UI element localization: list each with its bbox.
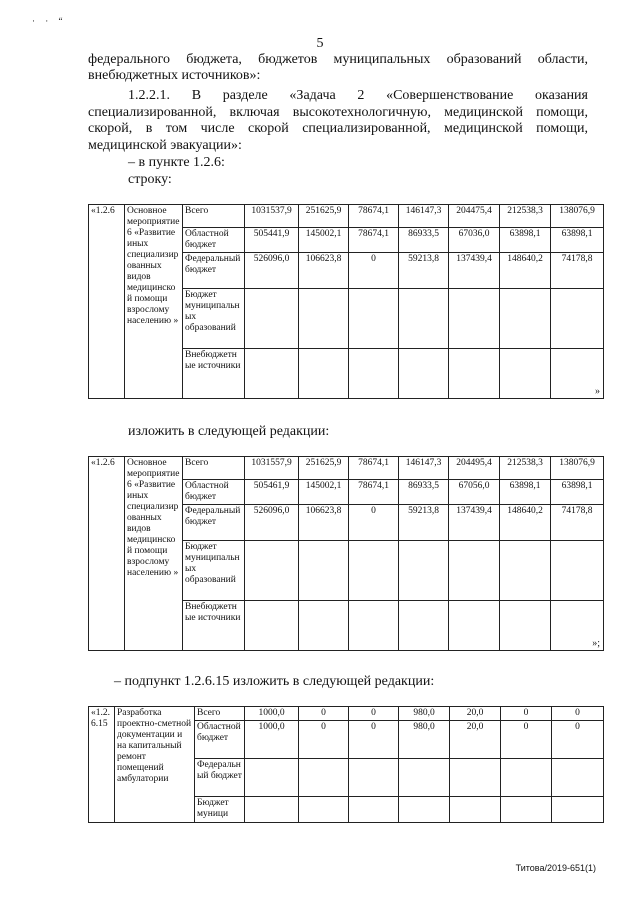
source-cell: Федеральный бюджет [183, 253, 245, 289]
value-cell: 63898,1 [500, 480, 551, 505]
measure-code: «1.2.6 [89, 205, 125, 399]
page-number: 5 [316, 36, 324, 51]
item-1-2-2-1: 1.2.2.1. В разделе «Задача 2 «Совершенствование оказания специализированной, включая высокотехнологичную, медицинской помощи, скорой, в том числе скорой специализированной, медицинской помощи, медицинской эвакуации»: [88, 88, 588, 153]
value-cell: 212538,3 [500, 205, 551, 228]
source-cell: Внебюджетные источники [183, 349, 245, 399]
value-cell: 74178,8 [551, 253, 604, 289]
value-cell: 20,0 [450, 721, 501, 759]
value-cell: 505461,9 [245, 480, 299, 505]
value-cell: 86933,5 [399, 480, 449, 505]
value-cell: 1000,0 [245, 721, 299, 759]
value-cell: 251625,9 [299, 205, 349, 228]
value-cell: 145002,1 [299, 228, 349, 253]
measure-name: Разработка проектно-сметной документации и на капитальный ремонт помещений амбулатории [115, 707, 195, 823]
closing-quote: »; [592, 638, 600, 649]
value-cell: 63898,1 [551, 480, 604, 505]
value-cell: 59213,8 [399, 505, 449, 541]
table-row [89, 457, 604, 480]
value-cell: 526096,0 [245, 253, 299, 289]
value-cell: 148640,2 [500, 505, 551, 541]
source-cell: Всего [195, 707, 245, 721]
value-cell: 137439,4 [449, 505, 500, 541]
value-cell: 137439,4 [449, 253, 500, 289]
label-row: строку: [128, 172, 172, 187]
value-cell: 63898,1 [551, 228, 604, 253]
value-cell: 74178,8 [551, 505, 604, 541]
value-cell: 204475,4 [449, 205, 500, 228]
value-cell: 78674,1 [349, 228, 399, 253]
source-cell: Федеральный бюджет [195, 759, 245, 797]
source-cell: Внебюджетные источники [183, 601, 245, 651]
value-cell: 212538,3 [500, 457, 551, 480]
measure-code: «1.2.6.15 [89, 707, 115, 823]
value-cell: 78674,1 [349, 480, 399, 505]
value-cell: 1031557,9 [245, 457, 299, 480]
value-cell: 146147,3 [399, 205, 449, 228]
value-cell: 0 [349, 707, 399, 721]
value-cell: 20,0 [450, 707, 501, 721]
value-cell: 526096,0 [245, 505, 299, 541]
value-cell: 0 [501, 721, 552, 759]
source-cell: Областной бюджет [183, 480, 245, 505]
subitem-1-2-6-15: – подпункт 1.2.6.15 изложить в следующей редакции: [114, 674, 435, 689]
value-cell: 980,0 [399, 721, 450, 759]
source-cell: Всего [183, 457, 245, 480]
intro-line-2: внебюджетных источников»: [88, 68, 261, 83]
closing-quote: » [595, 386, 600, 397]
value-cell: 145002,1 [299, 480, 349, 505]
value-cell: 0 [349, 721, 399, 759]
table-new-edition [88, 456, 604, 651]
value-cell: 138076,9 [551, 205, 604, 228]
value-cell: 505441,9 [245, 228, 299, 253]
value-cell: 980,0 [399, 707, 450, 721]
source-cell: Областной бюджет [195, 721, 245, 759]
table-row [89, 707, 604, 721]
value-cell: 0 [299, 707, 349, 721]
value-cell: 1031537,9 [245, 205, 299, 228]
value-cell: 0 [299, 721, 349, 759]
value-cell: 204495,4 [449, 457, 500, 480]
value-cell: 1000,0 [245, 707, 299, 721]
source-cell: Федеральный бюджет [183, 505, 245, 541]
footer-code: Титова/2019-651(1) [515, 863, 596, 873]
bullet-1-2-6: – в пункте 1.2.6: [128, 155, 225, 170]
measure-name: Основное мероприятие 6 «Развитие иных специализированных видов медицинской помощи взрослому населению » [125, 457, 183, 651]
intro-line-1: федерального бюджета, бюджетов муниципальных образований области, [88, 52, 588, 67]
corner-marks: · · “ [32, 16, 67, 26]
value-cell: 106623,8 [299, 253, 349, 289]
table-original-row [88, 204, 604, 399]
table-row [89, 205, 604, 228]
source-cell: Бюджет муници [195, 797, 245, 823]
value-cell: 67036,0 [449, 228, 500, 253]
value-cell: 63898,1 [500, 228, 551, 253]
source-cell: Бюджет муниципальных образований [183, 541, 245, 601]
value-cell: 0 [349, 253, 399, 289]
table-subitem-1-2-6-15 [88, 706, 604, 823]
value-cell: 0 [349, 505, 399, 541]
source-cell: Областной бюджет [183, 228, 245, 253]
value-cell: 0 [501, 707, 552, 721]
value-cell: 148640,2 [500, 253, 551, 289]
value-cell: 67056,0 [449, 480, 500, 505]
source-cell: Всего [183, 205, 245, 228]
value-cell: 251625,9 [299, 457, 349, 480]
measure-code: «1.2.6 [89, 457, 125, 651]
value-cell: 106623,8 [299, 505, 349, 541]
value-cell: 86933,5 [399, 228, 449, 253]
measure-name: Основное мероприятие 6 «Развитие иных специализированных видов медицинской помощи взрослому населению » [125, 205, 183, 399]
value-cell: 146147,3 [399, 457, 449, 480]
value-cell: 78674,1 [349, 205, 399, 228]
value-cell: 78674,1 [349, 457, 399, 480]
value-cell: 0 [552, 707, 604, 721]
source-cell: Бюджет муниципальных образований [183, 289, 245, 349]
value-cell: 0 [552, 721, 604, 759]
label-new-edition: изложить в следующей редакции: [128, 424, 330, 439]
value-cell: 138076,9 [551, 457, 604, 480]
value-cell: 59213,8 [399, 253, 449, 289]
